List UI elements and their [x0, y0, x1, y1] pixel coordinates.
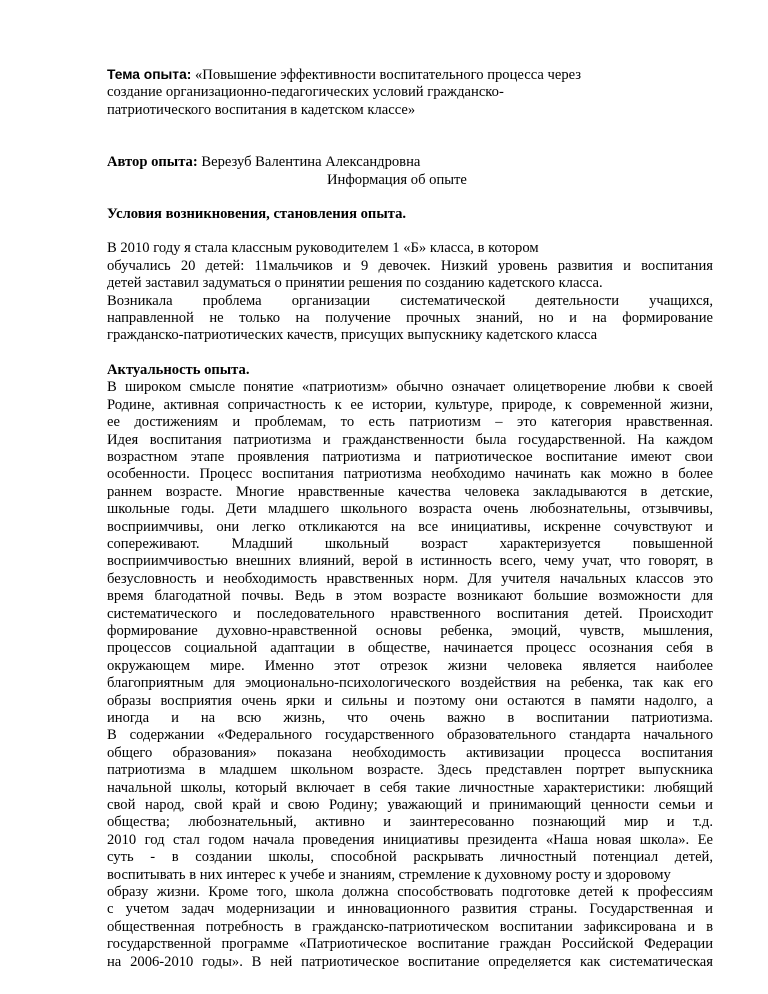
- relevance-line: с учетом задач модернизации и инновационного развития страны. Государственная и: [107, 901, 713, 918]
- relevance-line: образы восприятия очень ярки и сильны и поэтому они остаются в памяти надолго, а: [107, 692, 713, 709]
- relevance-line: государственной программе «Патриотическое воспитание граждан Российской Федерации: [107, 936, 713, 953]
- info-heading: Информация об опыте: [327, 171, 467, 188]
- conditions-line: гражданско-патриотических качеств, присущих выпускнику кадетского класса: [107, 327, 598, 344]
- relevance-line: общего образования» показана необходимость активизации процесса воспитания: [107, 744, 713, 761]
- relevance-line: воспитывать в них интерес к учебе и знаниям, стремление к духовному росту и здоровому: [107, 866, 671, 883]
- relevance-line: на 2006-2010 годы». В ней патриотическое воспитание определяется как систематическая: [107, 953, 713, 970]
- conditions-line: направленной не только на получение прочных знаний, но и на формирование: [107, 310, 713, 327]
- relevance-line: Родине, активная сопричастность к ее истории, культуре, природе, к современной жизни,: [107, 396, 713, 413]
- relevance-line: особенности. Процесс воспитания патриотизма необходимо начинать как можно в более: [107, 466, 713, 483]
- author-block: [107, 154, 713, 189]
- relevance-line: общественная потребность в гражданско-патриотическом воспитании зафиксирована и в: [107, 918, 713, 935]
- relevance-line: безусловность и необходимость нравственных норм. Для учителя начальных классов это: [107, 570, 713, 587]
- relevance-line: восприимчивостью внешних влияний, верой в истинность всего, чему учат, что говорят, в: [107, 553, 713, 570]
- relevance-line: формирование духовно-нравственной основы ребенка, эмоций, чувств, мышления,: [107, 622, 713, 639]
- topic-line-1: [107, 66, 713, 84]
- relevance-line: суть - в создании школы, способной раскрывать личностный потенциал детей,: [107, 849, 713, 866]
- author-label: Автор опыта:: [107, 154, 198, 171]
- relevance-line: школьные годы. Дети младшего школьного возраста очень любознательны, отзывчивы,: [107, 501, 713, 518]
- author-name: Верезуб Валентина Александровна: [201, 154, 421, 171]
- conditions-line: В 2010 году я стала классным руководителем 1 «Б» класса, в котором: [107, 240, 539, 257]
- relevance-line: начальной школы, который включает в себя такие личностные характеристики: любящий: [107, 779, 713, 796]
- relevance-line: сопереживают. Младший школьный возраст характеризуется повышенной: [107, 535, 713, 552]
- conditions-line: обучались 20 детей: 11мальчиков и 9 девочек. Низкий уровень развития и воспитания: [107, 257, 713, 274]
- relevance-line: процессов социальной адаптации в обществе, начинается процесс осознания себя в: [107, 640, 713, 657]
- relevance-heading: Актуальность опыта.: [107, 361, 250, 378]
- relevance-line: ее достижениям и проблемам, то есть патриотизм – это категория нравственная.: [107, 414, 713, 431]
- relevance-section: [107, 362, 713, 971]
- topic-line-3: патриотического воспитания в кадетском классе»: [107, 101, 416, 118]
- relevance-line: систематического и последовательного нравственного воспитания детей. Происходит: [107, 605, 713, 622]
- topic-text-1: «Повышение эффективности воспитательного процесса через: [195, 67, 582, 83]
- relevance-line: свой народ, свой край и свою Родину; уважающий и принимающий ценности семьи и: [107, 797, 713, 814]
- relevance-line: В широком смысле понятие «патриотизм» обычно означает олицетворение любви к своей: [107, 379, 713, 396]
- relevance-line: восприимчивы, они легко откликаются на все инициативы, искренне сочувствуют и: [107, 518, 713, 535]
- conditions-line: Возникала проблема организации систематической деятельности учащихся,: [107, 292, 713, 309]
- author-line: [107, 154, 713, 171]
- conditions-section: [107, 206, 713, 345]
- relevance-line: Идея воспитания патриотизма и гражданственности была государственной. На каждом: [107, 431, 713, 448]
- relevance-line: иногда и на всю жизнь, что очень важно в воспитании патриотизма.: [107, 710, 713, 726]
- topic-block: [107, 66, 713, 119]
- conditions-line: детей заставил задуматься о принятии решения по созданию кадетского класса.: [107, 275, 603, 292]
- relevance-line: 2010 год стал годом начала проведения инициативы президента «Наша новая школа». Ее: [107, 831, 713, 848]
- topic-line-2: создание организационно-педагогических условий гражданско-: [107, 84, 504, 101]
- conditions-heading: Условия возникновения, становления опыта.: [107, 206, 407, 223]
- topic-label: Тема опыта:: [107, 67, 192, 82]
- relevance-line: общества; любознательный, активно и заинтересованно познающий мир и т.д.: [107, 814, 713, 831]
- document-page: [107, 66, 713, 971]
- relevance-line: раннем возрасте. Многие нравственные качества человека закладываются в детские,: [107, 483, 713, 500]
- relevance-line: образу жизни. Кроме того, школа должна способствовать подготовке детей к профессиям: [107, 884, 713, 901]
- relevance-line: В содержании «Федерального государственного образовательного стандарта начального: [107, 727, 713, 744]
- relevance-line: патриотизма в младшем школьном возрасте. Здесь представлен портрет выпускника: [107, 762, 713, 779]
- relevance-line: окружающем мире. Именно этот отрезок жизни человека является наиболее: [107, 657, 713, 674]
- relevance-line: возрастном этапе проявления патриотизма и патриотическое воспитание имеют свои: [107, 448, 713, 465]
- relevance-line: благоприятным для эмоционально-психологического воздействия на ребенка, так как его: [107, 675, 713, 692]
- relevance-line: время благодатной почвы. Ведь в этом возрасте возникают большие возможности для: [107, 588, 713, 605]
